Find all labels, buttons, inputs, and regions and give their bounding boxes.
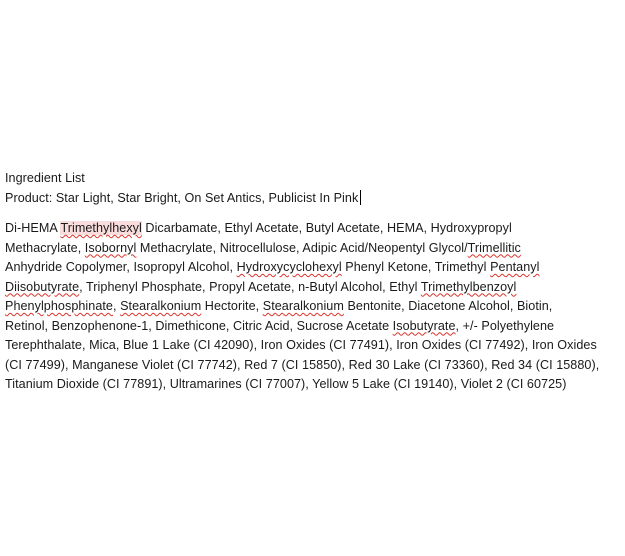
misspelled-word[interactable]: Diisobutyrate [5, 279, 80, 294]
ingredient-list-title: Ingredient List [5, 171, 85, 185]
ingredient-text: Titanium Dioxide (CI 77891), Ultramarines (CI 77007), Yellow 5 Lake (CI 19140), Violet 2 (CI 60725) [5, 377, 567, 391]
misspelled-word[interactable]: Isobornyl [84, 240, 137, 255]
misspelled-word[interactable]: Trimellitic [467, 240, 521, 255]
ingredient-text: (CI 77499), Manganese Violet (CI 77742), Red 7 (CI 15850), Red 30 Lake (CI 73360), Red 34 (CI 15880), [5, 357, 600, 372]
product-line: Product: Star Light, Star Bright, On Set Antics, Publicist In Pink [5, 190, 359, 205]
ingredient-text: Anhydride Copolymer, Isopropyl Alcohol, [5, 260, 237, 274]
ingredient-text: , Triphenyl Phosphate, Propyl Acetate, n-Butyl Alcohol, Ethyl [79, 279, 421, 294]
ingredient-text: Retinol, Benzophenone-1, Dimethicone, Citric Acid, Sucrose Acetate [5, 318, 393, 333]
ingredient-line [5, 239, 621, 259]
ingredient-line [5, 375, 621, 395]
misspelled-word[interactable]: Stearalkonium [120, 299, 202, 313]
product-line-wrapper [5, 189, 621, 209]
misspelled-word[interactable]: Stearalkonium [262, 299, 344, 313]
ingredient-line [5, 278, 621, 298]
ingredient-text: Dicarbamate, Ethyl Acetate, Butyl Acetate, HEMA, Hydroxypropyl [141, 221, 512, 235]
ingredient-line [5, 317, 621, 337]
ingredient-text: Methacrylate, Nitrocellulose, Adipic Acid/Neopentyl Glycol/ [136, 240, 468, 255]
ingredient-text: Bentonite, Diacetone Alcohol, Biotin, [343, 299, 553, 313]
paragraph-spacing [5, 208, 621, 219]
ingredient-text: Phenyl Ketone, Trimethyl [341, 260, 491, 274]
misspelled-word[interactable]: Trimethylhexyl [60, 221, 142, 235]
document-body[interactable] [5, 169, 621, 395]
ingredient-text: Hectorite, [201, 299, 263, 313]
misspelled-word[interactable]: Phenylphosphinate [5, 299, 113, 313]
misspelled-word[interactable]: Pentanyl [490, 260, 540, 274]
text-cursor [360, 190, 361, 205]
ingredient-text: Methacrylate, [5, 240, 85, 255]
ingredient-line [5, 219, 621, 239]
misspelled-word[interactable]: Hydroxycyclohexyl [236, 260, 342, 274]
ingredient-text: Terephthalate, Mica, Blue 1 Lake (CI 42090), Iron Oxides (CI 77491), Iron Oxides (CI 77492), Iron Oxides [5, 338, 597, 352]
heading-paragraph[interactable] [5, 169, 621, 208]
ingredient-line [5, 356, 621, 376]
ingredient-line [5, 336, 621, 356]
ingredient-text: , [112, 299, 121, 313]
misspelled-word[interactable]: Isobutyrate [392, 318, 456, 333]
ingredient-line [5, 297, 621, 317]
ingredient-line [5, 258, 621, 278]
misspelled-word[interactable]: Trimethylbenzoyl [420, 279, 517, 294]
ingredient-text: Di-HEMA [5, 221, 61, 235]
ingredients-paragraph[interactable] [5, 219, 621, 395]
ingredient-text: , +/- Polyethylene [455, 318, 555, 333]
